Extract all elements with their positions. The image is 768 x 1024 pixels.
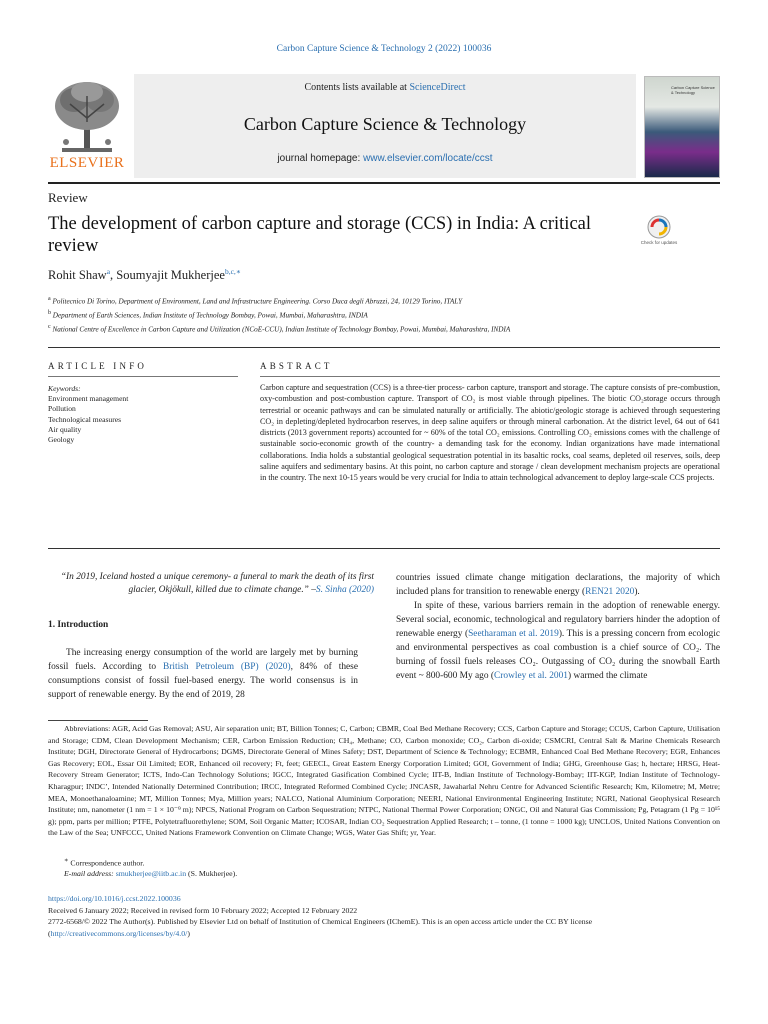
license-statement [48, 916, 720, 939]
body-paragraph [48, 646, 358, 702]
correspondence-mark: ∗ [64, 857, 69, 864]
article-info-divider [48, 347, 720, 348]
elsevier-tree-logo[interactable] [48, 78, 126, 176]
abstract-underline [260, 376, 720, 377]
article-info-underline [48, 376, 238, 377]
license-text: 2772-6568/© 2022 The Author(s). Published by Elsevier Ltd on behalf of Institution of Chemical Engineers (IChemE). This is an open access article under the CC BY license ( [48, 917, 593, 939]
email-footnote [64, 869, 237, 878]
homepage-prefix: journal homepage: [277, 153, 364, 164]
author-affiliation-mark[interactable]: b,c,∗ [224, 267, 241, 276]
contents-available-line [134, 82, 636, 93]
doi-link[interactable]: https://doi.org/10.1016/j.ccst.2022.100036 [48, 894, 181, 903]
body-column-right [396, 571, 720, 683]
publication-dates: Received 6 January 2022; Received in revised form 10 February 2022; Accepted 12 February 2022 [48, 905, 358, 915]
body-text: ). This is a pressing concern from ecologic and environmental perspectives as coal combustion is a chief source of CO₂. The burning of fossil fuels releases CO₂. Outgassing of CO₂ during the snowball Earth event ~ 800-600 My ago ( [396, 629, 720, 681]
correspondence-footnote [64, 856, 144, 868]
footnote-divider [48, 720, 148, 721]
author-name[interactable]: Rohit Shaw [48, 268, 107, 283]
author-list [48, 267, 241, 283]
affiliation-mark: a [48, 296, 51, 302]
keywords-block [48, 384, 238, 445]
abstract-heading: ABSTRACT [260, 361, 333, 371]
correspondence-text: Correspondence author. [70, 858, 145, 868]
email-link[interactable]: smukherjee@iitb.ac.in [115, 869, 187, 878]
author-name[interactable]: Soumyajit Mukherjee [116, 268, 225, 283]
abstract-bottom-divider [48, 548, 720, 549]
elsevier-wordmark: ELSEVIER [49, 155, 125, 171]
keywords-label: Keywords: [48, 384, 81, 393]
email-suffix: (S. Mukherjee). [186, 869, 238, 878]
epigraph-text: “In 2019, Iceland hosted a unique ceremony- a funeral to mark the death of its first glacier, Okjökull, killed due to climate change.” – [60, 572, 374, 595]
citation-link[interactable]: British Petroleum (BP) (2020) [162, 662, 291, 672]
body-text: ). [634, 587, 640, 597]
keyword-item: Pollution [48, 404, 76, 414]
check-for-updates-button[interactable] [640, 214, 678, 252]
body-paragraph [396, 571, 720, 599]
cover-title-text: Carbon Capture Science & Technology [671, 85, 715, 95]
journal-homepage-line [134, 153, 636, 164]
contents-prefix: Contents lists available at [304, 82, 410, 93]
article-info-heading: ARTICLE INFO [48, 361, 148, 371]
publication-info [48, 893, 720, 940]
email-label: E-mail address: [64, 869, 116, 878]
journal-cover-thumbnail[interactable] [644, 76, 720, 178]
check-for-updates-icon [640, 214, 678, 252]
body-paragraph [396, 599, 720, 683]
affiliation-mark: b [48, 309, 51, 316]
body-text: ) warmed the climate [567, 671, 648, 681]
citation-link[interactable]: Crowley et al. 2001 [494, 671, 568, 681]
paper-title: The development of carbon capture and storage (CCS) in India: A critical review [48, 214, 592, 256]
journal-title: Carbon Capture Science & Technology [243, 114, 527, 134]
author-affiliation-mark[interactable]: a [106, 267, 111, 276]
keyword-item: Air quality [48, 424, 82, 434]
license-link[interactable]: http://creativecommons.org/licenses/by/4.0/ [50, 929, 188, 939]
body-column-left [48, 646, 358, 702]
affiliation-item [48, 294, 728, 308]
journal-homepage-link[interactable]: www.elsevier.com/locate/ccst [363, 153, 493, 164]
article-type-label: Review [48, 190, 88, 205]
affiliation-text: Department of Earth Sciences, Indian Institute of Technology Bombay, Powai, Mumbai, Maharashtra, INDIA [52, 311, 368, 320]
affiliation-item [48, 308, 728, 322]
license-text-end: ) [187, 929, 190, 939]
body-text: countries issued climate change mitigation declarations, the majority of which included plans for transition to renewable energy ( [396, 573, 720, 597]
check-for-updates-label: Check for updates [640, 240, 678, 245]
citation-link[interactable]: Seetharaman et al. 2019 [468, 629, 559, 639]
section-heading-introduction: 1. Introduction [48, 620, 109, 630]
abstract-body: Carbon capture and sequestration (CCS) is a three-tier process- carbon capture, transport and storage. The capture consists of pre-combustion, oxy-combustion and post-combustion capture. Transport of CO₂ is most viable through pipelines. The biotic CO₂storage occurs through terrestrial or oceanic pathways and can be simulated naturally or artificially. The abiotic/geologic storage is achieved through sequestering CO₂ in depleting/depleted hydrocarbon reserves, in deep saline aquifers or through mineral carbonation. At the district level, 64 out of 641 districts (2013 government reports) accounted for ~ 60% of the total CO₂ emissions. Controlling CO₂ emissions comes with the challenge of sustainable socio-economic growth of the country- a demanding task for the economy. Indian organizations have made international collaborations. India holds a substantial geological sequestration potential in its basaltic rocks, coal seams, depleted oil reserves, soils, deep saline aquifers and sedimentary basins. At this point, no carbon capture and storage / clean development mechanism projects are operational in the country. The next 10-15 years would be very crucial for India to attain technological advancement to deploy large-scale CCS projects. [260, 383, 720, 483]
abbreviations-footnote: Abbreviations: AGR, Acid Gas Removal; ASU, Air separation unit; BT, Billion Tonnes; C, Carbon; CBMR, Coal Bed Methane Recovery; CCS, Carbon Capture and Storage; CCUS, Carbon Capture, Utilisation and Storage; CDM, Clean Development Mechanism; CER, Carbon Emission Reduction; CH₄, Methane; CO, Carbon monoxide; CO₂, Carbon di-oxide; CSMCRI, Central Salt & Marine Chemicals Research Institute; DGH, Directorate General of Hydrocarbons; DGMS, Directorate General of Mines Safety; DST, Department of Science & Technology; ECBMR, Enhanced Coal Bed Methane Recovery; EGR, Enhances Gas Recovery; EOL, Essar Oil Limited; EOR, Enhanced oil recovery; Ft, feet; GEECL, Great Eastern Energy Corporation Limited; GOI, Government of India; GHG, Greenhouse Gas; h, hectare; HRSG, Heat-Recovery Stream Generator; ICTS, Indo-Can Technology Solutions; IGCC, Integrated Gasification Combined Cycle; IIT-B, Indian Institute of Technology-Bombay; IIT-KGP, Indian Institute of Technology- Kharagpur; INDC’, Intended Nationally Determined Contribution; IRCC, Integrated Reformed Combined Cycle; JNCASR, Jawaharlal Nehru Centre for Advanced Scientific Research; Km, Kilometre; M, Metre; MEA, Monoethanaloamine; MT, Million Tonnes; Mya, Million years; NALCO, National Aluminium Corporation; NEERI, National Environmental Engineering Institute; NGRI, National Geophysical Research Institute; nm, nanometer (1 nm = 1 × 10⁻⁹ m); NPCS, National Program on Carbon Sequestration; NTPC, National Thermal Power Corporation; ONGC, Oil and Natural Gas Commission; Pg, Petagram (1 Pg = 10¹⁵ g); ppm, parts per million; PTFE, Polytetrafluorethylene; SOM, Soil Organic Matter; ICOSAR, Indian CO₂ Sequestration Applied Research; t – tonne, (1 tonne = 1000 kg); UNCLOS, United Nations Convention on the Law of the Sea; UNFCCC, United Nations Framework Convention on Climate Change; WGS, Water Gas Shift; yr, Year. [48, 724, 720, 838]
citation-link[interactable]: REN21 2020 [585, 587, 635, 597]
author-separator: , [110, 268, 117, 283]
body-text: In spite of these, various barriers remain in the adoption of renewable energy. Several social, economic, technological and regulatory barriers hinder the adoption of renewable energy ( [396, 601, 720, 639]
body-text: The increasing energy consumption of the world are largely met by burning fossil fuels. According to [48, 648, 358, 672]
sciencedirect-link[interactable]: ScienceDirect [409, 82, 466, 93]
affiliation-text: National Centre of Excellence in Carbon Capture and Utilization (NCoE-CCU), Indian Institute of Technology Bombay, Powai, Mumbai, Maharashtra, INDIA [52, 325, 511, 334]
affiliation-text: Politecnico Di Torino, Department of Environment, Land and Infrastructure Engineering. Corso Duca degli Abruzzi, 24, 10129 Torino, ITALY [52, 297, 463, 306]
tree-icon [48, 78, 126, 158]
masthead-center-panel [134, 74, 636, 178]
journal-masthead [48, 74, 720, 184]
journal-reference[interactable]: Carbon Capture Science & Technology 2 (2022) 100036 [276, 44, 492, 54]
affiliations-list [48, 294, 728, 336]
epigraph-citation-link[interactable]: S. Sinha (2020) [315, 584, 374, 595]
keyword-item: Geology [48, 435, 75, 445]
body-text: , 84% of these consumptions consist of fossil fuel-based energy. The world consensus is in support of renewable energy. By the end of 2019, 28 [48, 662, 358, 700]
keyword-item: Technological measures [48, 414, 122, 424]
affiliation-item [48, 322, 728, 336]
epigraph-quote [48, 571, 374, 596]
affiliation-mark: c [48, 323, 51, 330]
keyword-item: Environment management [48, 394, 129, 404]
